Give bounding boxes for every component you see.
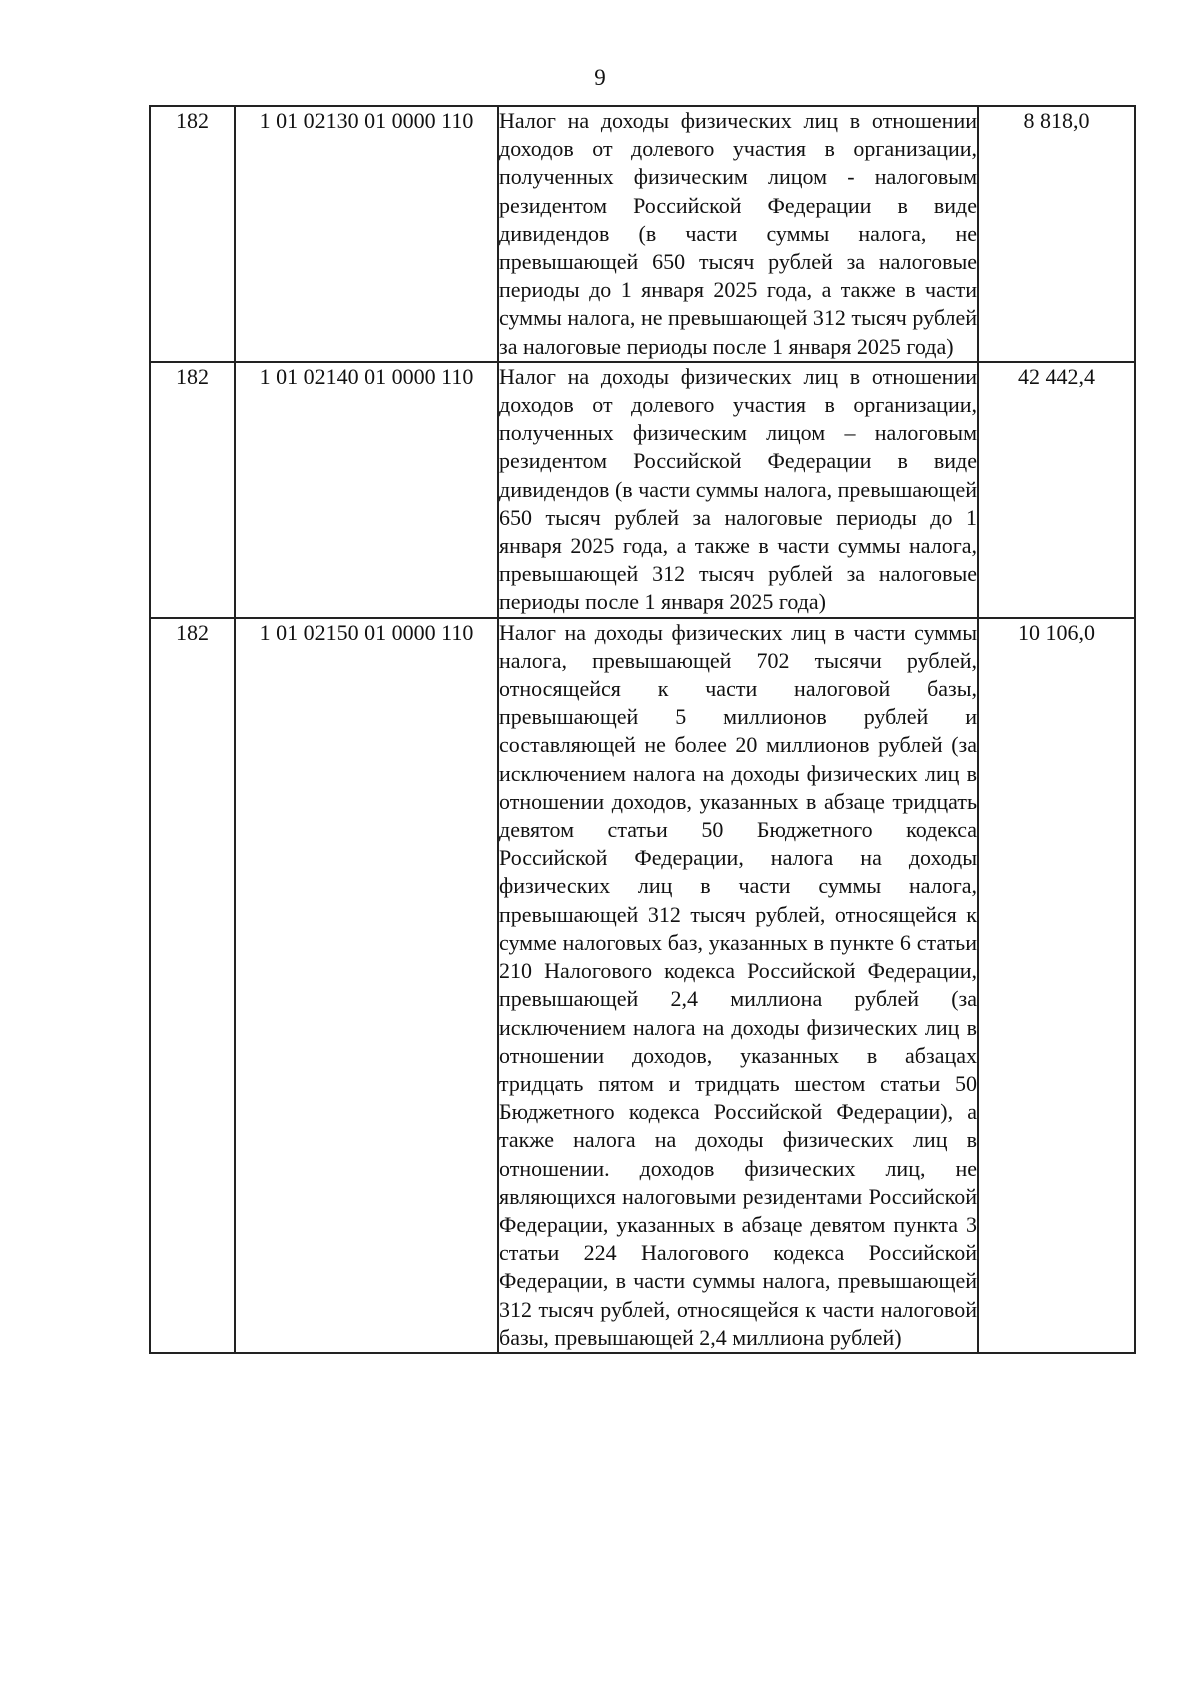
revenue-name-cell: Налог на доходы физических лиц в отношении доходов от долевого участия в организации, полученных физическим лицом – налоговым резидентом Российской Федерации в виде дивидендов (в части суммы налога, превышающей 650 тысяч рублей за налоговые периоды до 1 января 2025 года, а также в части суммы налога, превышающей 312 тысяч рублей за налоговые периоды после 1 января 2025 года) bbox=[498, 362, 978, 618]
admin-code-cell: 182 bbox=[150, 362, 235, 618]
kbk-code-cell: 1 01 02130 01 0000 110 bbox=[235, 106, 498, 362]
admin-code-cell: 182 bbox=[150, 618, 235, 1353]
kbk-code-cell: 1 01 02140 01 0000 110 bbox=[235, 362, 498, 618]
table-row bbox=[150, 106, 1135, 362]
revenue-table bbox=[149, 105, 1136, 1354]
page-number: 9 bbox=[594, 65, 606, 90]
revenue-name-cell: Налог на доходы физических лиц в части суммы налога, превышающей 702 тысячи рублей, относящейся к части налоговой базы, превышающей 5 миллионов рублей и составляющей не более 20 миллионов рублей (за исключением налога на доходы физических лиц в отношении доходов, указанных в абзаце тридцать девятом статьи 50 Бюджетного кодекса Российской Федерации, налога на доходы физических лиц в части суммы налога, превышающей 312 тысяч рублей, относящейся к сумме налоговых баз, указанных в пункте 6 статьи 210 Налогового кодекса Российской Федерации, превышающей 2,4 миллиона рублей (за исключением налога на доходы физических лиц в отношении доходов, указанных в абзацах тридцать пятом и тридцать шестом статьи 50 Бюджетного кодекса Российской Федерации), а также налога на доходы физических лиц в отношении. доходов физических лиц, не являющихся налоговыми резидентами Российской Федерации, указанных в абзаце девятом пункта 3 статьи 224 Налогового кодекса Российской Федерации, в части суммы налога, превышающей 312 тысяч рублей, относящейся к части налоговой базы, превышающей 2,4 миллиона рублей) bbox=[498, 618, 978, 1353]
amount-cell: 10 106,0 bbox=[978, 618, 1135, 1353]
admin-code-cell: 182 bbox=[150, 106, 235, 362]
table-row bbox=[150, 362, 1135, 618]
amount-cell: 8 818,0 bbox=[978, 106, 1135, 362]
revenue-name-cell: Налог на доходы физических лиц в отношении доходов от долевого участия в организации, полученных физическим лицом - налоговым резидентом Российской Федерации в виде дивидендов (в части суммы налога, не превышающей 650 тысяч рублей за налоговые периоды до 1 января 2025 года, а также в части суммы налога, не превышающей 312 тысяч рублей за налоговые периоды после 1 января 2025 года) bbox=[498, 106, 978, 362]
amount-cell: 42 442,4 bbox=[978, 362, 1135, 618]
table-row bbox=[150, 618, 1135, 1353]
kbk-code-cell: 1 01 02150 01 0000 110 bbox=[235, 618, 498, 1353]
